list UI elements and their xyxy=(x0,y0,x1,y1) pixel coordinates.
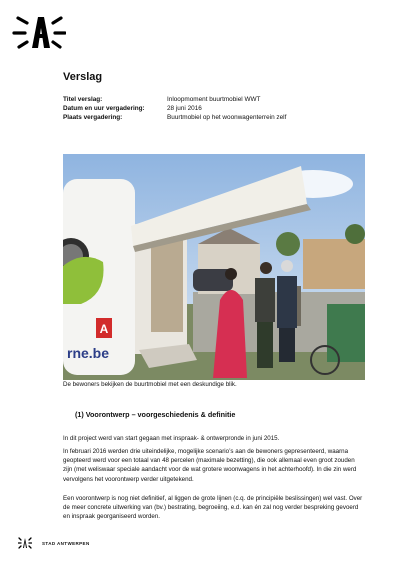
meta-label: Datum en uur vergadering: xyxy=(63,105,145,112)
photo-caption: De bewoners bekijken de buurtmobiel met een deskundige blik. xyxy=(63,381,237,388)
paragraph: In februari 2016 werden drie uiteindelijke, mogelijke scenario’s aan de bewoners gepresenteerd, waarna geopteerd werd voor een totaal van 48 percelen (maximale bezetting), die ook allemaal even groot zouden zijn (met weliswaar speciale aandacht voor de wat grotere woonwagens in het achterhoofd). In die zin werd vervolgens het voorontwerp verder uitgetekend. xyxy=(63,448,357,483)
paragraph: Een voorontwerp is nog niet definitief, al liggen de grote lijnen (c.q. de principiële beslissingen) wel vast. Over de meer concrete uitwerking van (bv.) bestrating, begroeiing, e.d. kan én zal nog verder bespreking gevoerd en inspraak georganiseerd worden. xyxy=(63,495,363,521)
meta-label: Titel verslag: xyxy=(63,96,103,103)
antwerp-hand-logo-icon xyxy=(18,536,32,550)
meta-row-title xyxy=(63,95,286,104)
meta-label: Plaats vergadering: xyxy=(63,114,123,121)
paragraph: In dit project werd van start gegaan met inspraak- & ontwerpronde in juni 2015. xyxy=(63,435,280,442)
page-title: Verslag xyxy=(63,71,103,83)
photo-sign: rne.be xyxy=(67,345,110,361)
meta-value: Buurtmobiel op het woonwagenterrein zelf xyxy=(167,114,287,121)
meta-row-place xyxy=(63,113,286,122)
meta-table xyxy=(63,95,286,122)
photo-badge: A xyxy=(99,322,109,336)
a-star-logo-icon xyxy=(12,14,66,50)
footer-label: STAD ANTWERPEN xyxy=(42,541,90,546)
section-heading: (1) Voorontwerp – voorgeschiedenis & definitie xyxy=(75,410,236,419)
meta-value: 28 juni 2016 xyxy=(167,105,202,112)
meta-value: Inloopmoment buurtmobiel WWT xyxy=(167,96,261,103)
buurtmobiel-photo xyxy=(63,154,365,380)
meta-row-date xyxy=(63,104,286,113)
